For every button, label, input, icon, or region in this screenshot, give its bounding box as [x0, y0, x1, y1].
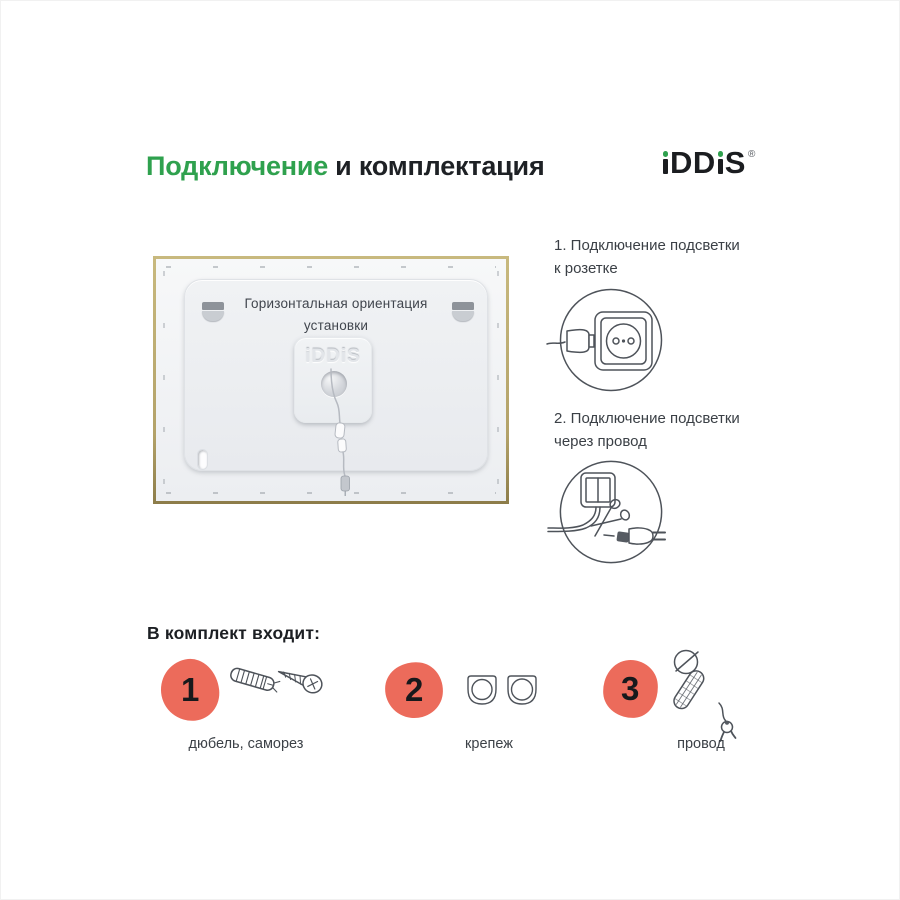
iddis-plate [294, 337, 372, 423]
logo-letter-i-icon [717, 150, 724, 174]
logo-letter-i-icon [662, 150, 669, 174]
mounting-bracket-left-icon [202, 302, 224, 322]
page-title-rest: и комплектация [335, 151, 545, 181]
frame-clips-top [166, 266, 496, 268]
iddis-logo [661, 145, 756, 180]
mounting-brackets-icon [467, 675, 537, 705]
logo-letter-s: S [724, 145, 746, 180]
mounting-bracket-right-icon [452, 302, 474, 322]
mirror-diagram [153, 256, 509, 504]
power-socket-plug-icon [546, 285, 676, 397]
kit-item-label-3: провод [677, 736, 725, 752]
dowel-and-screw-icon [229, 657, 333, 715]
logo-green-dot [663, 151, 669, 157]
power-cord-icon [667, 647, 749, 743]
frame-clips-left [163, 271, 165, 489]
wall-switch-scissors-plug-icon [546, 452, 676, 574]
frame-clips-right [497, 271, 499, 489]
kit-item-label-1: дюбель, саморез [188, 736, 304, 752]
step-2-title: 2. Подключение подсветки через провод [554, 410, 740, 450]
item-number-badge-1: 1 [158, 656, 222, 724]
item-number-badge-3: 3 [601, 658, 660, 720]
orientation-label-line1: Горизонтальная ориентация [244, 296, 428, 311]
step-1-title: 1. Подключение подсветки к розетке [554, 237, 740, 277]
orientation-label-line2: установки [303, 318, 369, 333]
logo-letters-dd: DD [670, 145, 716, 180]
page-title-accent: Подключение [146, 151, 329, 181]
cable-hole [321, 371, 347, 397]
raised-panel [184, 279, 488, 471]
frame-clips-bottom [166, 492, 496, 494]
registered-mark: ® [747, 149, 756, 160]
cable-exit-slot [197, 449, 208, 470]
iddis-embossed-logo: iDDiS [305, 346, 361, 367]
kit-item-label-2: крепеж [465, 736, 513, 752]
mirror-back-panel [156, 259, 506, 501]
logo-green-dot [718, 151, 724, 157]
kit-heading: В комплект входит: [147, 623, 321, 643]
item-number-badge-2: 2 [382, 659, 446, 721]
page-title [146, 151, 545, 182]
